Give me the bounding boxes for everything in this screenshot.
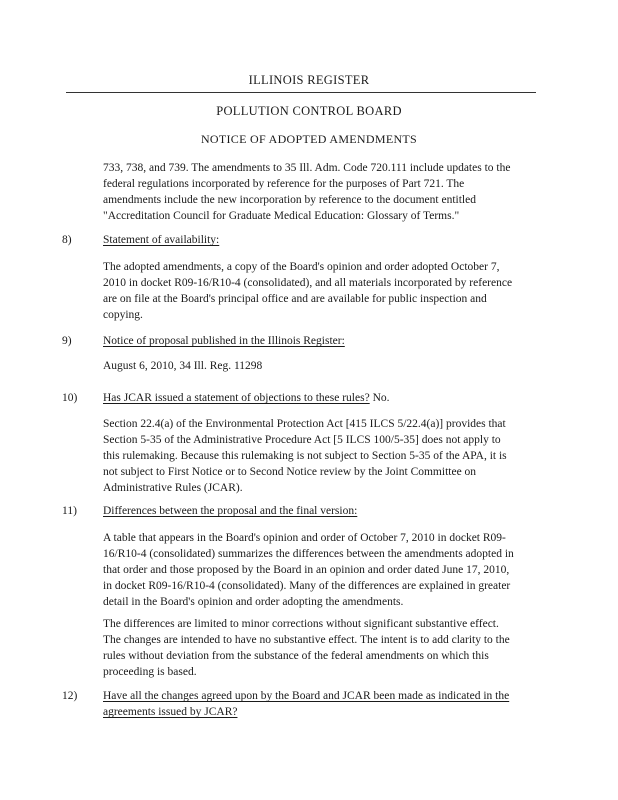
intro-paragraph xyxy=(103,160,535,224)
paragraph-line: not subject to First Notice or to Second Notice review by the Joint Committee on xyxy=(103,466,477,478)
section-heading: Have all the changes agreed upon by the Board and JCAR been made as indicated in the xyxy=(103,690,510,702)
section-paragraph xyxy=(103,259,535,323)
section-number: 11) xyxy=(62,505,77,517)
paragraph-line: 2010 in docket R09-16/R10-4 (consolidated), and all materials incorporated by reference xyxy=(103,277,513,289)
intro-line: amendments include the new incorporation by reference to the document entitled xyxy=(103,194,476,206)
paragraph-line: The changes are intended to have no substantive effect. The intent is to add clarity to the xyxy=(103,634,510,646)
section-heading-block xyxy=(103,688,535,720)
section-answer: No. xyxy=(372,392,390,404)
section-paragraph xyxy=(103,416,535,496)
section-heading-row xyxy=(103,390,390,406)
section-heading: Statement of availability: xyxy=(103,234,220,246)
intro-line: federal regulations incorporated by reference for the purposes of Part 721. The xyxy=(103,178,465,190)
paragraph-line: August 6, 2010, 34 Ill. Reg. 11298 xyxy=(103,360,263,372)
paragraph-line: 16/R10-4 (consolidated) summarizes the differences between the amendments adopted in xyxy=(103,548,514,560)
paragraph-line: The adopted amendments, a copy of the Board's opinion and order adopted October 7, xyxy=(103,261,500,273)
section-number: 8) xyxy=(62,234,72,246)
section-paragraph xyxy=(103,530,535,610)
paragraph-line: Section 5-35 of the Administrative Procedure Act [5 ILCS 100/5-35] does not apply to xyxy=(103,434,501,446)
board-title: POLLUTION CONTROL BOARD xyxy=(216,104,402,118)
register-title: ILLINOIS REGISTER xyxy=(248,73,370,87)
intro-line: "Accreditation Council for Graduate Medical Education: Glossary of Terms." xyxy=(103,210,460,222)
section-number: 9) xyxy=(62,335,72,347)
notice-title: NOTICE OF ADOPTED AMENDMENTS xyxy=(200,132,418,146)
paragraph-line: A table that appears in the Board's opinion and order of October 7, 2010 in docket R09- xyxy=(103,532,506,544)
section-number: 10) xyxy=(62,392,78,404)
intro-line: 733, 738, and 739. The amendments to 35 Ill. Adm. Code 720.111 include updates to the xyxy=(103,162,511,174)
paragraph-line: Section 22.4(a) of the Environmental Protection Act [415 ILCS 5/22.4(a)] provides that xyxy=(103,418,506,430)
section-paragraph xyxy=(103,616,535,680)
paragraph-line: this rulemaking. Because this rulemaking is not subject to Section 5-35 of the APA, it is xyxy=(103,450,507,462)
header-divider xyxy=(66,92,536,93)
section-number: 12) xyxy=(62,690,78,702)
paragraph-line: proceeding is based. xyxy=(103,666,197,678)
section-heading: Has JCAR issued a statement of objections to these rules? xyxy=(103,392,370,404)
section-heading: Notice of proposal published in the Illinois Register: xyxy=(103,335,345,347)
paragraph-line: in docket R09-16/R10-4 (consolidated). Many of the differences are explained in greater xyxy=(103,580,511,592)
paragraph-line: Administrative Rules (JCAR). xyxy=(103,482,243,494)
paragraph-line: are on file at the Board's principal office and are available for public inspection and xyxy=(103,293,487,305)
paragraph-line: The differences are limited to minor corrections without significant substantive effect. xyxy=(103,618,499,630)
paragraph-line: copying. xyxy=(103,309,143,321)
section-heading: Differences between the proposal and the final version: xyxy=(103,505,358,517)
section-paragraph xyxy=(103,358,535,374)
paragraph-line: rules without deviation from the substance of the federal amendments on which this xyxy=(103,650,489,662)
paragraph-line: that order and those proposed by the Board in an opinion and order dated June 17, 2010, xyxy=(103,564,510,576)
paragraph-line: detail in the Board's opinion and order adopting the amendments. xyxy=(103,596,404,608)
section-heading: agreements issued by JCAR? xyxy=(103,706,238,718)
